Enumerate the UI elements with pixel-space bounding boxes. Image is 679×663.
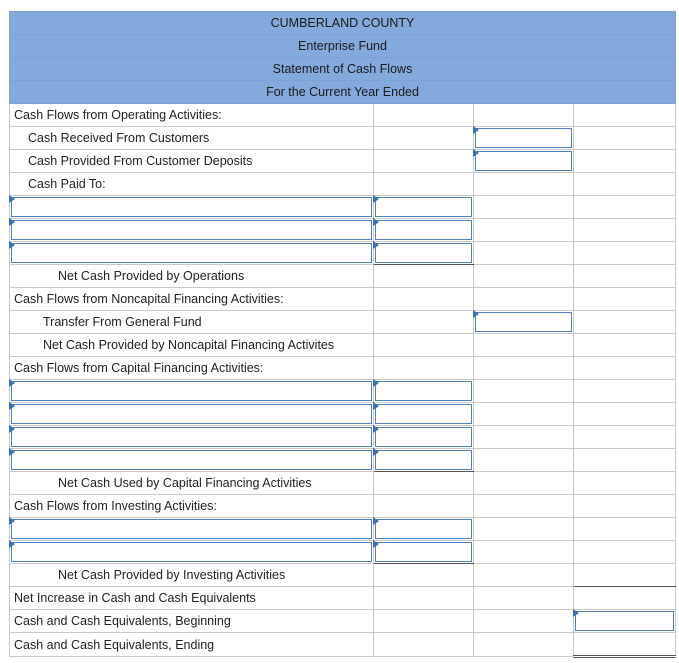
paid-to-amount-2-input[interactable] [375,220,472,240]
customer-deposits-label: Cash Provided From Customer Deposits [10,150,374,173]
capital-amount-3-cell [374,426,474,449]
net-noncapital-label: Net Cash Provided by Noncapital Financing Activites [10,334,374,357]
capital-amount-3-input[interactable] [375,427,472,447]
paid-to-amount-3-input[interactable] [375,243,472,263]
cash-flow-worksheet [9,11,675,658]
ending-label: Cash and Cash Equivalents, Ending [10,633,374,657]
beginning-input[interactable] [575,611,674,631]
investing-amount-2-input[interactable] [375,542,472,562]
header-period: For the Current Year Ended [10,81,676,104]
capital-amount-1-cell [374,380,474,403]
investing-account-2-input[interactable] [11,542,372,562]
capital-account-3-cell [10,426,374,449]
investing-amount-1-cell [374,518,474,541]
dropdown-marker-icon [373,425,379,433]
header-county: CUMBERLAND COUNTY [10,12,676,35]
paid-to-amount-1-input[interactable] [375,197,472,217]
capital-account-3-input[interactable] [11,427,372,447]
received-customers-label: Cash Received From Customers [10,127,374,150]
dropdown-marker-icon [373,517,379,525]
dropdown-marker-icon [9,517,15,525]
dropdown-marker-icon [373,241,379,249]
net-capital-label: Net Cash Used by Capital Financing Activities [10,472,374,495]
capital-amount-1-input[interactable] [375,381,472,401]
capital-heading: Cash Flows from Capital Financing Activities: [10,357,374,380]
investing-account-1-input[interactable] [11,519,372,539]
capital-amount-2-cell [374,403,474,426]
beginning-label: Cash and Cash Equivalents, Beginning [10,610,374,633]
dropdown-marker-icon [9,540,15,548]
capital-amount-4-input[interactable] [375,450,472,470]
dropdown-marker-icon [373,402,379,410]
dropdown-marker-icon [9,425,15,433]
capital-account-1-cell [10,380,374,403]
investing-account-1-cell [10,518,374,541]
dropdown-marker-icon [373,379,379,387]
transfer-input-cell [474,311,574,334]
capital-account-2-cell [10,403,374,426]
investing-account-2-cell [10,541,374,564]
operating-heading: Cash Flows from Operating Activities: [10,104,374,127]
paid-to-label: Cash Paid To: [10,173,374,196]
dropdown-marker-icon [9,241,15,249]
header-fund: Enterprise Fund [10,35,676,58]
net-operations-label: Net Cash Provided by Operations [10,265,374,288]
dropdown-marker-icon [9,379,15,387]
dropdown-marker-icon [473,310,479,318]
dropdown-marker-icon [9,195,15,203]
capital-account-1-input[interactable] [11,381,372,401]
capital-account-4-cell [10,449,374,472]
dropdown-marker-icon [573,609,579,617]
investing-heading: Cash Flows from Investing Activities: [10,495,374,518]
paid-to-account-1-input[interactable] [11,197,372,217]
customer-deposits-input-cell [474,150,574,173]
capital-account-4-input[interactable] [11,450,372,470]
paid-to-account-3-input[interactable] [11,243,372,263]
dropdown-marker-icon [9,218,15,226]
paid-to-account-2-input[interactable] [11,220,372,240]
paid-to-account-3-cell [10,242,374,265]
beginning-input-cell [574,610,676,633]
capital-amount-2-input[interactable] [375,404,472,424]
dropdown-marker-icon [373,218,379,226]
dropdown-marker-icon [373,448,379,456]
dropdown-marker-icon [473,126,479,134]
dropdown-marker-icon [9,448,15,456]
transfer-input[interactable] [475,312,572,332]
investing-amount-2-cell [374,541,474,564]
received-customers-input[interactable] [475,128,572,148]
noncapital-heading: Cash Flows from Noncapital Financing Activities: [10,288,374,311]
dropdown-marker-icon [373,195,379,203]
dropdown-marker-icon [9,402,15,410]
paid-to-account-1-cell [10,196,374,219]
customer-deposits-input[interactable] [475,151,572,171]
paid-to-amount-2-cell [374,219,474,242]
paid-to-amount-3-cell [374,242,474,265]
capital-amount-4-cell [374,449,474,472]
investing-amount-1-input[interactable] [375,519,472,539]
net-increase-label: Net Increase in Cash and Cash Equivalents [10,587,374,610]
transfer-label: Transfer From General Fund [10,311,374,334]
received-customers-input-cell [474,127,574,150]
net-investing-label: Net Cash Provided by Investing Activities [10,564,374,587]
capital-account-2-input[interactable] [11,404,372,424]
dropdown-marker-icon [373,540,379,548]
statement-table [9,11,676,658]
paid-to-amount-1-cell [374,196,474,219]
dropdown-marker-icon [473,149,479,157]
paid-to-account-2-cell [10,219,374,242]
header-statement: Statement of Cash Flows [10,58,676,81]
